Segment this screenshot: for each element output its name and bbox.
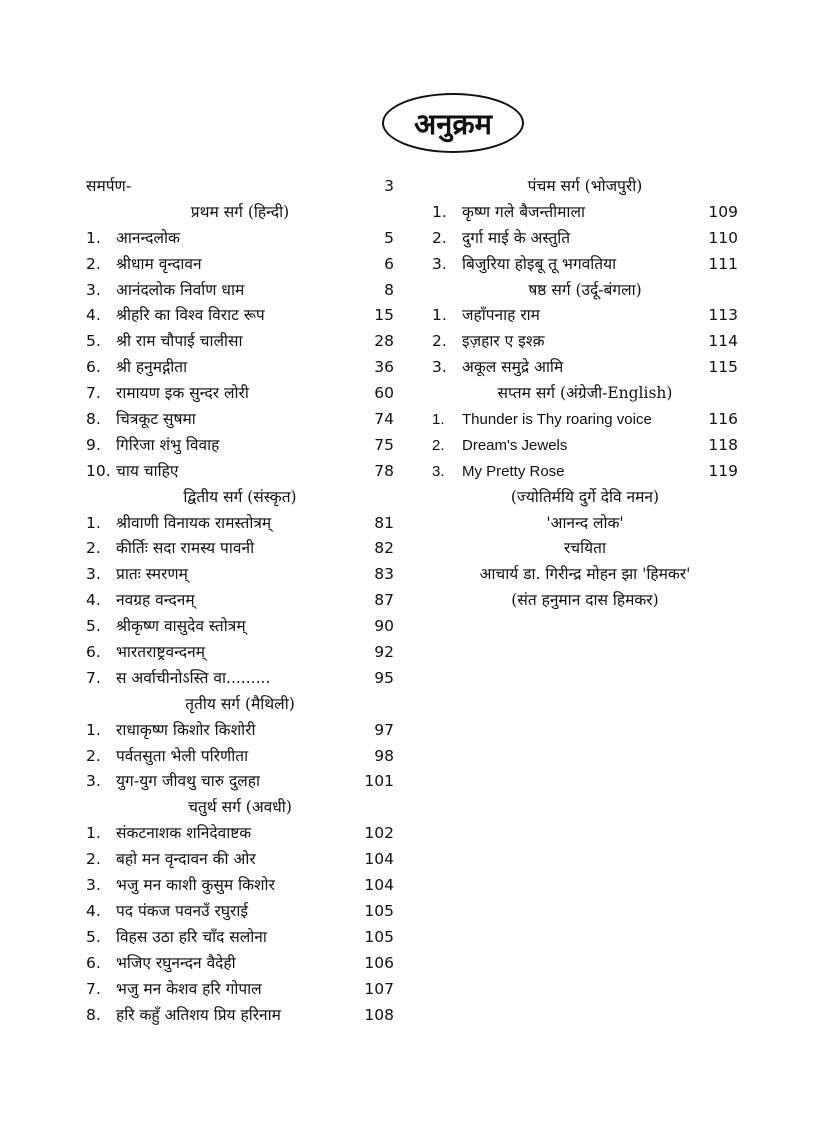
entry-title: कृष्ण गले बैजन्तीमाला [462,202,585,221]
entry-title: विहस उठा हरि चाँद सलोना [116,927,267,946]
entry-number: 2. [432,436,445,454]
entry-title: रामायण इक सुन्दर लोरी [116,384,249,403]
toc-entry [86,899,394,925]
entry-page-number: 5 [384,228,394,247]
entry-title: भारतराष्ट्रवन्दनम् [116,643,206,662]
toc-right-column [432,174,738,614]
entry-page-number: 92 [374,643,394,662]
toc-entry [432,355,738,381]
entry-number: 3. [86,876,101,895]
entry-page-number: 114 [708,332,738,351]
entry-number: 7. [86,979,101,998]
entry-page-number: 104 [364,876,394,895]
entry-title: अकूल समुद्रे आमि [462,358,564,377]
toc-entry [432,329,738,355]
entry-page-number: 115 [708,358,738,377]
toc-entry [432,459,738,485]
toc-entry [86,252,394,278]
entry-title: नवग्रह वन्दनम् [116,591,195,610]
entry-title: युग-युग जीवथु चारु दुलहा [116,772,260,791]
entry-title: प्रातः स्मरणम् [116,565,188,584]
toc-entry [432,433,738,459]
entry-page-number: 106 [364,953,394,972]
entry-title: My Pretty Rose [462,462,565,480]
entry-title: जहाँपनाह राम [462,306,540,325]
entry-page-number: 101 [364,772,394,791]
entry-number: 1. [86,228,101,247]
entry-number: 3. [86,280,101,299]
toc-entry [86,562,394,588]
toc-entry [86,407,394,433]
entry-title: समर्पण- [86,177,132,195]
toc-entry [432,200,738,226]
entry-number: 9. [86,435,101,454]
entry-number: 5. [86,927,101,946]
entry-page-number: 97 [374,720,394,739]
entry-title: कीर्तिः सदा रामस्य पावनी [116,539,255,558]
entry-title: भजु मन केशव हरि गोपाल [116,979,262,998]
entry-title: चाय चाहिए [116,461,179,480]
entry-title: श्रीधाम वृन्दावन [116,254,202,273]
entry-number: 2. [432,332,447,351]
entry-number: 2. [86,850,101,869]
entry-page-number: 90 [374,617,394,636]
toc-entry [86,355,394,381]
entry-number: 1. [86,824,101,843]
toc-entry [86,226,394,252]
entry-title: आनन्दलोक [116,228,180,247]
section-heading: तृतीय सर्ग (मैथिली) [185,694,295,713]
toc-entry [86,925,394,951]
section-heading: द्वितीय सर्ग (संस्कृत) [183,487,297,506]
entry-title: राधाकृष्ण किशोर किशोरी [116,720,256,739]
entry-title: भजु मन काशी कुसुम किशोर [116,876,275,895]
entry-number: 8. [86,1005,101,1024]
entry-number: 2. [86,539,101,558]
toc-entry [86,640,394,666]
entry-page-number: 3 [384,177,394,195]
credit-line: (संत हनुमान दास हिमकर) [511,591,659,610]
entry-page-number: 95 [374,668,394,687]
section-heading: चतुर्थ सर्ग (अवधी) [188,798,292,817]
entry-title: श्रीकृष्ण वासुदेव स्तोत्रम् [116,617,246,636]
entry-number: 7. [86,668,101,687]
entry-page-number: 87 [374,591,394,610]
entry-page-number: 36 [374,358,394,377]
entry-number: 4. [86,901,101,920]
entry-title: श्रीहरि का विश्व विराट रूप [116,306,265,325]
entry-title: Thunder is Thy roaring voice [462,411,652,429]
entry-title: श्री राम चौपाई चालीसा [116,332,243,351]
toc-entry [86,536,394,562]
entry-title: आनंदलोक निर्वाण धाम [116,280,245,299]
entry-number: 5. [86,332,101,351]
toc-dedication-row [86,174,394,200]
entry-title: बिजुरिया होइबू तू भगवतिया [462,254,617,273]
entry-title: पर्वतसुता भेली परिणीता [116,746,249,765]
entry-page-number: 28 [374,332,394,351]
page-title: अनुक्रम [414,107,492,141]
toc-entry [86,329,394,355]
entry-number: 1. [86,513,101,532]
entry-title: श्री हनुमद्गीता [116,358,188,377]
entry-page-number: 107 [364,979,394,998]
entry-number: 6. [86,953,101,972]
toc-entry [86,303,394,329]
entry-title: हरि कहुँ अतिशय प्रिय हरिनाम [116,1005,281,1024]
entry-page-number: 110 [708,228,738,247]
entry-title: भजिए रघुनन्दन वैदेही [116,953,236,972]
credit-line: आचार्य डा. गिरीन्द्र मोहन झा 'हिमकर' [479,565,691,584]
entry-number: 6. [86,358,101,377]
entry-title: चित्रकूट सुषमा [116,410,196,429]
entry-page-number: 113 [708,306,738,325]
toc-entry [86,381,394,407]
entry-title: इज़हार ए इश्क़ [462,332,545,351]
toc-entry [86,511,394,537]
entry-number: 8. [86,410,101,429]
section-heading: प्रथम सर्ग (हिन्दी) [190,202,290,221]
toc-entry [86,744,394,770]
entry-number: 5. [86,617,101,636]
entry-title: स अर्वाचीनोऽस्ति वा......... [116,668,271,687]
entry-page-number: 75 [374,435,394,454]
toc-entry [86,459,394,485]
entry-page-number: 15 [374,306,394,325]
toc-entry [432,226,738,252]
toc-entry [86,278,394,304]
section-heading: षष्ठ सर्ग (उर्दू-बंगला) [528,280,642,299]
entry-number: 1. [432,202,447,221]
toc-entry [86,873,394,899]
toc-entry [432,303,738,329]
toc-entry [86,847,394,873]
entry-page-number: 105 [364,901,394,920]
entry-number: 3. [86,565,101,584]
section-heading: सप्तम सर्ग (अंग्रेजी-English) [497,384,673,403]
toc-left-column [86,174,394,1028]
entry-number: 1. [432,306,447,325]
entry-number: 6. [86,643,101,662]
entry-page-number: 81 [374,513,394,532]
entry-title: श्रीवाणी विनायक रामस्तोत्रम् [116,513,272,532]
entry-page-number: 8 [384,280,394,299]
entry-number: 4. [86,591,101,610]
entry-number: 10. [86,461,111,480]
toc-entry [432,252,738,278]
toc-entry [86,1003,394,1029]
entry-number: 4. [86,306,101,325]
entry-number: 3. [86,772,101,791]
entry-title: Dream's Jewels [462,436,568,454]
toc-entry [86,769,394,795]
entry-number: 3. [432,358,447,377]
entry-page-number: 82 [374,539,394,558]
toc-entry [86,588,394,614]
credit-line: (ज्योतिर्मयि दुर्गे देवि नमन) [510,487,660,506]
entry-number: 2. [86,746,101,765]
toc-entry [86,718,394,744]
entry-number: 1. [432,411,445,429]
credit-line: 'आनन्द लोक' [546,513,624,532]
entry-number: 3. [432,462,445,480]
entry-page-number: 78 [374,461,394,480]
section-heading: पंचम सर्ग (भोजपुरी) [527,177,643,195]
entry-page-number: 6 [384,254,394,273]
entry-page-number: 109 [708,202,738,221]
entry-number: 3. [432,254,447,273]
entry-number: 7. [86,384,101,403]
entry-page-number: 83 [374,565,394,584]
page-title-badge [382,93,524,153]
entry-page-number: 111 [708,254,738,273]
entry-number: 2. [86,254,101,273]
entry-number: 2. [432,228,447,247]
toc-entry [86,821,394,847]
entry-page-number: 74 [374,410,394,429]
entry-title: गिरिजा शंभु विवाह [116,435,220,454]
entry-page-number: 119 [708,461,738,480]
entry-page-number: 118 [708,435,738,454]
entry-title: पद पंकज पवनउँ रघुराई [116,901,249,920]
entry-page-number: 102 [364,824,394,843]
toc-entry [86,977,394,1003]
toc-entry [86,951,394,977]
entry-page-number: 116 [708,410,738,429]
entry-page-number: 108 [364,1005,394,1024]
entry-title: दुर्गा माई के अस्तुति [462,228,571,247]
toc-entry [86,433,394,459]
toc-entry [432,407,738,433]
credit-line: रचयिता [563,539,607,558]
entry-page-number: 104 [364,850,394,869]
entry-title: संकटनाशक शनिदेवाष्टक [116,824,252,843]
entry-title: बहो मन वृन्दावन की ओर [116,850,256,869]
entry-page-number: 105 [364,927,394,946]
entry-number: 1. [86,720,101,739]
toc-entry [86,614,394,640]
toc-entry [86,666,394,692]
entry-page-number: 98 [374,746,394,765]
entry-page-number: 60 [374,384,394,403]
